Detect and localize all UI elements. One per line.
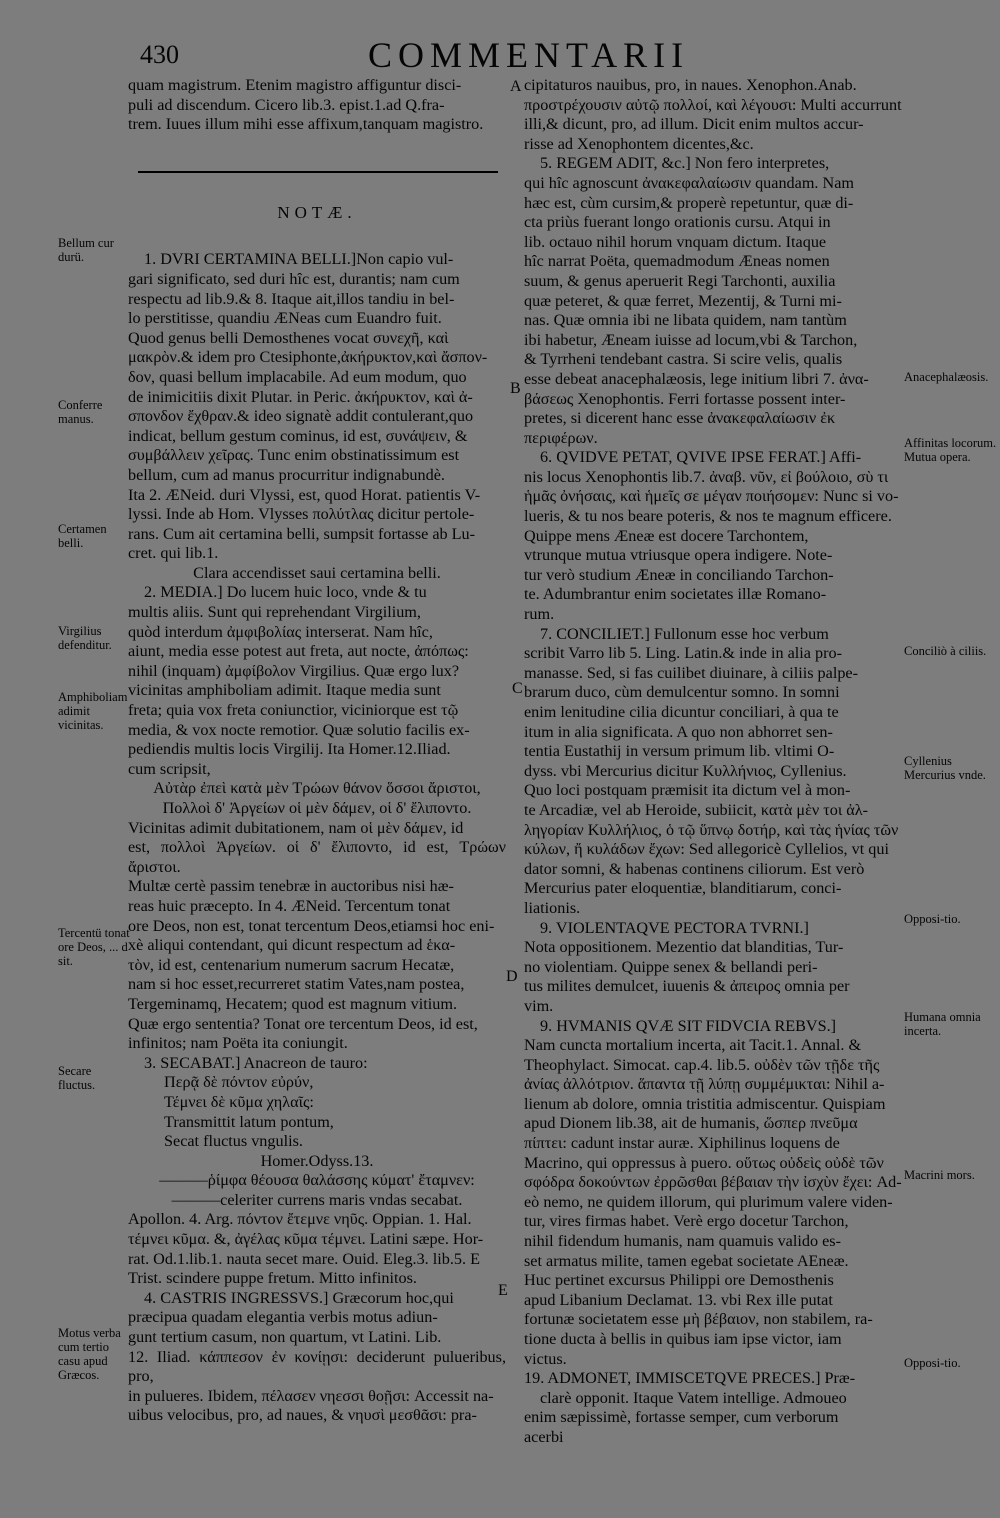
text-line: victus.: [524, 1349, 567, 1368]
text-line: trem. Iuues illum mihi esse affixum,tanquam magistro.: [128, 115, 484, 134]
text-line: βάσεως Xenophontis. Ferri fortasse possent inter-: [524, 389, 846, 408]
text-line: Theophylact. Simocat. cap.4. lib.5. οὐδὲν τῶν τῇδε τῆς: [524, 1055, 880, 1074]
text-line: Homer.Odyss.13.: [260, 1151, 374, 1170]
text-line: suum, & genus aperuerit Regi Tarchonti, auxilia: [524, 271, 836, 290]
text-line: Secat fluctus vngulis.: [164, 1132, 303, 1151]
text-line: pediendis multis locis Virgilij. Ita Homer.12.Iliad.: [128, 740, 451, 759]
text-line: 5. REGEM ADIT, &c.] Non fero interpretes,: [540, 154, 830, 173]
margin-note: Opposi-tio.: [904, 912, 961, 926]
margin-note: Affinitas locorum. Mutua opera.: [904, 436, 997, 464]
text-line: quòd interdum ἀμφιβολίας interserat. Nam hîc,: [128, 622, 433, 641]
text-line: qui hîc agnoscunt ἀνακεφαλαίωσιν quandam. Nam: [524, 173, 854, 192]
text-line: Τέμνει δὲ κῦμα χηλαῖς:: [164, 1092, 314, 1111]
text-line: 4. CASTRIS INGRESSVS.] Græcorum hoc,qui: [144, 1288, 454, 1307]
text-line: enim lenitudine cilia dicuntur conciliari, à qua te: [524, 703, 839, 721]
text-line: nihil fidendum humanis, nam quamuis valido es-: [524, 1232, 841, 1251]
text-line: quæ peteret, & quæ ferret, Mezentij, & Turni mi-: [524, 291, 842, 310]
text-line: tentia Eustathij in versum primum lib. vltimi O-: [524, 742, 835, 761]
text-line: dyss. vbi Mercurius dicitur Κυλλήνιος, Cyllenius.: [524, 761, 847, 780]
right-column: [524, 76, 902, 1448]
margin-note: Certamen belli.: [58, 522, 107, 550]
text-line: rat. Od.1.lib.1. nauta secet mare. Ouid. Eleg.3. lib.5. E: [128, 1249, 480, 1268]
text-line: Mercurius pater eloquentiæ, blanditiarum, conci-: [524, 879, 842, 898]
text-line: Nota oppositionem. Mezentio dat blanditias, Tur-: [524, 938, 844, 957]
text-line: tur, vires firmas habet. Verè ergo docetur Tarchon,: [524, 1212, 849, 1231]
margin-note: Conferre manus.: [58, 398, 103, 426]
margin-note: Bellum cur durü.: [58, 236, 114, 264]
section-letter: C: [512, 680, 523, 697]
margin-note: Opposi-tio.: [904, 1356, 961, 1370]
text-line: vicinitas amphiboliam adimit. Itaque media sunt: [128, 681, 441, 700]
text-line: cum scripsit,: [128, 759, 211, 778]
text-line: Nam cuncta mortalium incerta, ait Tacit.1. Annal. &: [524, 1036, 862, 1055]
text-line: te Arcadiæ, vel ab Heroide, subiicit, κατὰ μὲν τοι ἀλ-: [524, 800, 868, 819]
margin-note: Amphiboliam adimit vicinitas.: [58, 690, 128, 732]
text-line: nam si hoc esset,recurreret statim Vates,nam postea,: [128, 975, 465, 994]
text-line: σπονδον ἔχθραν.& ideo signatè addit contulerant,quo: [128, 407, 474, 426]
text-line: te. Adumbrantur enim societates illæ Romano-: [524, 585, 827, 604]
text-line: 12. Iliad. κάππεσον ἐν κονίῃσι: deciderunt pulueribus, pro,: [128, 1347, 506, 1386]
text-line: ἀνίας ἀλλότριον. ἅπαντα τῇ λύπῃ συμμέμικται: Nihil a-: [524, 1075, 885, 1094]
text-line: indicat, bellum gestum cominus, id est, συνάψειν, &: [128, 426, 468, 445]
text-line: Tergeminamq, Hecatem; quod est magnum vitium.: [128, 994, 457, 1013]
text-line: puli ad discendum. Cicero lib.3. epist.1.ad Q.fra-: [128, 95, 445, 114]
section-letter: B: [510, 380, 521, 397]
text-line: media, & vox nocte remotior. Quæ solutio facilis ex-: [128, 720, 470, 739]
text-line: infinitos; nam Poëta ita coniungit.: [128, 1034, 348, 1053]
text-line: apud Libanium Declamat. 13. vbi Rex ille putat: [524, 1290, 833, 1309]
text-line: de inimicitiis dixit Plutar. in Peric. ἀκήρυκτον, καὶ ἀ-: [128, 387, 473, 406]
text-line: lyssi. Inde ab Hom. Vlysses πολύτλας dicitur pertole-: [128, 505, 475, 524]
text-line: 6. QVIDVE PETAT, QVIVE IPSE FERAT.] Affi-: [540, 448, 862, 467]
text-line: τὸν, id est, centenarium numerum sacrum Hecatæ,: [128, 955, 455, 974]
text-line: lueris, & tu nos beare poteris, & nos te magnum efficere.: [524, 507, 892, 526]
text-line: vtrunque mutua vtriusque opera indigere. Note-: [524, 546, 833, 565]
text-line: Quo loci postquam præmisit ita dictum vel à mon-: [524, 781, 851, 800]
text-line: Quæ ergo sententia? Tonat ore tercentum Deos, id est,: [128, 1014, 478, 1033]
text-line: cret. qui lib.1.: [128, 544, 219, 563]
text-line: 19. ADMONET, IMMISCETQVE PRECES.] Præ-: [524, 1369, 856, 1388]
text-line: rans. Cum ait certamina belli, sumpsit fortasse ab Lu-: [128, 524, 476, 543]
text-line: xè aliqui contendant, qui dicunt respectum ad ἑκα-: [128, 936, 456, 955]
section-letter: D: [506, 968, 518, 985]
text-line: Apollon. 4. Arg. πόντον ἔτεμνε νηῦς. Oppian. 1. Hal.: [128, 1210, 472, 1229]
text-line: lo perstitisse, quandiu ÆNeas cum Euandro fuit.: [128, 309, 442, 328]
text-line: nis locus Xenophontis lib.7. ἀναβ. νῦν, εἰ βούλοιο, σὺ τι: [524, 467, 889, 486]
text-line: 1. DVRI CERTAMINA BELLI.]Non capio vul-: [144, 250, 454, 269]
text-line: & Tyrrheni tendebant castra. Si scire velis, qualis: [524, 350, 843, 369]
running-head: COMMENTARII: [368, 35, 690, 75]
text-line: illi,& dicunt, pro, ad illum. Dicit enim multos accur-: [524, 115, 864, 134]
text-line: περιφέρων.: [524, 428, 598, 447]
text-line: Quippe mens Æneæ est docere Tarchontem,: [524, 526, 809, 545]
section-title: NOTÆ.: [277, 202, 357, 222]
text-line: in pulueres. Ibidem, πέλασεν νηεσσι θοῇσι: Accessit na-: [128, 1386, 494, 1405]
text-line: Vicinitas adimit dubitationem, nam οἱ μὲν δάμεν, id: [128, 818, 464, 837]
text-line: 3. SECABAT.] Anacreon de tauro:: [144, 1053, 368, 1072]
text-line: Trist. scindere puppe fretum. Mitto infinitos.: [128, 1269, 417, 1288]
text-line: nas. Quæ omnia ibi ne libata quidem, nam tantùm: [524, 311, 847, 330]
text-line: Clara accendisset saui certamina belli.: [193, 563, 441, 582]
text-line: 2. MEDIA.] Do lucem huic loco, vnde & tu: [144, 583, 427, 602]
text-line: Transmittit latum pontum,: [164, 1112, 334, 1131]
margin-note: Humana omnia incerta.: [904, 1010, 981, 1038]
text-line: Multæ certè passim tenebræ in auctoribus nisi hæ-: [128, 877, 454, 896]
margin-note: Cyllenius Mercurius vnde.: [904, 754, 986, 782]
text-line: σφόδρα δοκούντων ἐρρῶσθαι βέβαιαν τὴν ἰσχὺν ἔχει: Ad-: [524, 1173, 902, 1192]
text-line: quam magistrum. Etenim magistro affiguntur disci-: [128, 76, 462, 94]
text-line: κύλων, ἤ κυλάδων ἔχων: Sed allegoricè Cyllelios, vt qui: [524, 840, 889, 859]
text-line: brarum duco, cùm demulcentur somno. In somni: [524, 683, 840, 702]
text-line: dator somni, & habenas continens ciliorum. Est verò: [524, 859, 865, 878]
text-line: cta priùs fuerant longo orationis cursu. Atqui in: [524, 213, 831, 232]
text-line: 9. HVMANIS QVÆ SIT FIDVCIA REBVS.]: [540, 1016, 837, 1035]
margin-note: Anacephalæosis.: [904, 370, 989, 384]
text-line: 7. CONCILIET.] Fullonum esse hoc verbum: [540, 624, 829, 643]
text-line: συμβάλλειν χεῖρας. Tunc enim obstinatissimum est: [128, 446, 460, 465]
text-line: ibi habetur, Æneam iuisse ad locum,vbi & Tarchon,: [524, 330, 858, 349]
text-line: Macrino, qui oppressus à puero. οὕτως οὐδεὶς οὐδὲ τῶν: [524, 1153, 884, 1172]
text-line: μακρὸν.& idem pro Ctesiphonte,ἀκήρυκτον,καὶ ἄσπον-: [128, 348, 488, 367]
text-line: δον, quasi bellum implacabile. Ad eum modum, quo: [128, 367, 467, 386]
right-text-body: [524, 76, 902, 1448]
text-line: Πολλοὶ δ' Ἀργείων οἱ μὲν δάμεν, οἱ δ' ἔλιποντο.: [162, 799, 472, 817]
text-line: apud Dionem lib.38, ait de humanis, ὥσπερ πνεῦμα: [524, 1114, 858, 1133]
text-line: vim.: [524, 996, 554, 1015]
text-line: tus milites demulcet, iuuenis & ἀπειρος omnia per: [524, 977, 850, 996]
text-line: ἡμᾶς ὀνήσαις, καὶ ἡμεῖς σε μέγαν ποιήσομεν: Nunc si vo-: [524, 487, 899, 506]
text-line: gunt tertium casum, non quartum, vt Latini. Lib.: [128, 1328, 442, 1347]
text-line: tione ducta à bellis in quibus iam ipse victor, iam: [524, 1330, 842, 1348]
left-text-body: [128, 250, 506, 1426]
text-line: Quod genus belli Demosthenes vocat συνεχῆ, καὶ: [128, 328, 449, 347]
text-line: esse debeat anacephalæosis, lege initium libri 7. ἀνα-: [524, 369, 869, 388]
text-line: Περᾷ δὲ πόντον εὐρύν,: [164, 1073, 314, 1092]
divider-rule: [138, 171, 498, 173]
text-line: ———celeriter currens maris vndas secabat.: [171, 1190, 463, 1209]
text-line: ληγορίαν Κυλλήλιος, ὁ τῷ ὕπνῳ δοτήρ, καὶ τὰς ἡνίας τῶν: [524, 820, 899, 839]
text-line: gari significato, sed duri hîc est, durantis; nam cum: [128, 269, 460, 288]
text-line: præcipua quadam elegantia verbis motus adiun-: [128, 1308, 438, 1327]
text-line: pretes, si dicerent hanc esse ἀνακεφαλαίωσιν ἐκ: [524, 409, 836, 428]
text-line: uibus velocibus, pro, ad naues, & νηυσὶ μεσθᾶσι: pra-: [128, 1406, 477, 1425]
text-line: hîc narrat Poëta, quemadmodum Æneas nomen: [524, 252, 830, 271]
margin-note: Macrini mors.: [904, 1168, 975, 1182]
text-line: cipitaturos nauibus, pro, in naues. Xenophon.Anab.: [524, 76, 857, 94]
text-line: freta; quia vox freta coniunctior, viciniorque est τῷ: [128, 701, 459, 720]
text-line: eò nemo, ne quidem illorum, qui plurimum valere viden-: [524, 1192, 893, 1211]
text-line: Huc pertinet excursus Philippi ore Demosthenis: [524, 1271, 834, 1290]
text-line: ore Deos, non est, tonat tercentum Deos,etiamsi hoc eni-: [128, 916, 495, 935]
margin-note: Secare fluctus.: [58, 1064, 96, 1092]
text-line: multis aliis. Sunt qui reprehendant Virgilium,: [128, 603, 421, 622]
text-line: Αὐτὰρ ἐπεὶ κατὰ μὲν Τρώων θάνον ὅσσοι ἄριστοι,: [153, 779, 481, 798]
text-line: respectu ad lib.9.& 8. Itaque ait,illos tandiu in bel-: [128, 289, 455, 308]
margin-note: Tercentü tonat ore Deos, ... d sit.: [58, 926, 130, 968]
text-line: fortunæ societatem esse μὴ βέβαιον, non stabilem, ra-: [524, 1310, 873, 1329]
text-line: 9. VIOLENTAQVE PECTORA TVRNI.]: [540, 918, 809, 937]
text-line: Ita 2. ÆNeid. duri Vlyssi, est, quod Horat. patientis V-: [128, 485, 481, 504]
text-line: no violentiam. Quippe senex & bellandi peri-: [524, 957, 818, 976]
margin-note: Motus verba cum tertio casu apud Græcos.: [58, 1326, 121, 1382]
text-line: reas huic præcepto. In 4. ÆNeid. Tercentum tonat: [128, 896, 451, 915]
text-line: manasse. Sed, si fas cuilibet diuinare, à ciliis palpe-: [524, 663, 858, 682]
text-line: nihil (inquam) ἀμφίβολον Virgilius. Quæ ergo lux?: [128, 661, 460, 680]
margin-note: Virgilius defenditur.: [58, 624, 112, 652]
text-line: clarè opponit. Itaque Vatem intellige. Admoueo: [540, 1388, 847, 1407]
text-line: scribit Varro lib 5. Ling. Latin.& inde in alia pro-: [524, 644, 842, 663]
text-line: set armatus milite, tamen egebat societate AEneæ.: [524, 1251, 849, 1270]
text-line: itum in alia significata. A quo non abhorret sen-: [524, 722, 833, 741]
margin-note: Conciliò à ciliis.: [904, 644, 987, 658]
left-column: [128, 76, 506, 1426]
section-letter: E: [498, 1282, 508, 1299]
text-line: lib. octauo nihil horum vnquam dictum. Itaque: [524, 232, 827, 251]
text-line: hæc est, cùm cursim,& properè repetuntur, quæ di-: [524, 193, 854, 212]
text-line: προστρέχουσιν αὐτῷ πολλοί, καὶ λέγουσι: Multi accurrunt: [524, 95, 902, 114]
text-line: πίπτει: cadunt instar auræ. Xiphilinus loquens de: [524, 1134, 840, 1153]
text-line: risse ad Xenophontem dicentes,&c.: [524, 134, 754, 153]
text-line: τέμνει κῦμα. &, ἀγέλας κῦμα τέμνει. Latini sæpe. Hor-: [128, 1230, 484, 1249]
text-line: liationis.: [524, 898, 581, 917]
text-line: tur verò studium Æneæ in conciliando Tarchon-: [524, 565, 834, 584]
text-line: est, πολλοὶ Ἀργείων. οἱ δ' ἔλιποντο, id est, Τρώων ἄριστοι.: [128, 838, 506, 876]
text-line: lienum ab dolore, omnia tristitia admiscentur. Quispiam: [524, 1094, 886, 1113]
text-line: acerbi: [524, 1427, 564, 1446]
text-line: ———ῥίμφα θέουσα θαλάσσης κύματ' ἔταμνεν:: [159, 1171, 475, 1190]
text-line: enim sæpissimè, fortasse semper, cum verborum: [524, 1408, 839, 1427]
text-line: rum.: [524, 605, 555, 624]
section-letter: A: [510, 78, 522, 95]
text-line: bellum, cum ad manus procurritur indignabundè.: [128, 465, 445, 484]
page-number: 430: [140, 40, 179, 69]
text-line: aiunt, media esse potest aut freta, aut nocte, ἀπόπως:: [128, 642, 469, 661]
